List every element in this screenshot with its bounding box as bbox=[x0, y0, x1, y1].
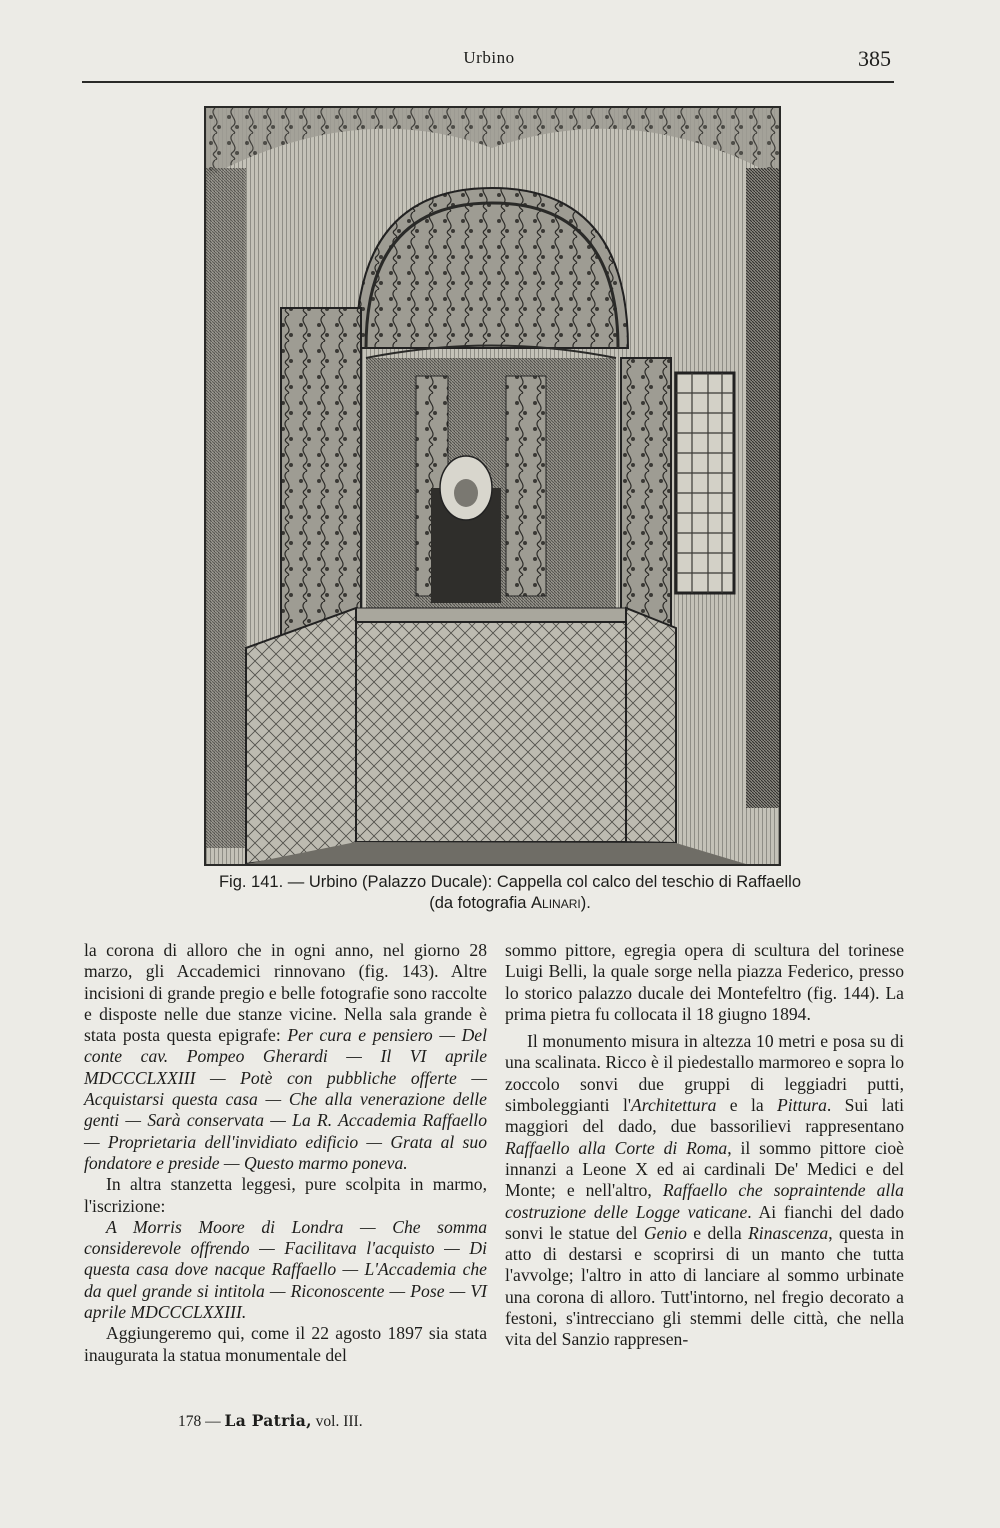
caption-suffix: ). bbox=[580, 894, 591, 912]
text-run: e della bbox=[686, 1222, 749, 1243]
volume-label: vol. III. bbox=[315, 1413, 363, 1430]
italic-pittura: Pittura bbox=[777, 1095, 827, 1116]
page-header bbox=[85, 42, 893, 82]
chapel-engraving-illustration bbox=[206, 108, 779, 864]
italic-architettura: Architettura bbox=[631, 1095, 717, 1116]
text-run: . Ai fianchi del dado sonvi le statue del bbox=[505, 1201, 904, 1243]
left-column bbox=[84, 940, 487, 1366]
signature-number: 178 — bbox=[178, 1413, 221, 1430]
caption-line-1: Fig. 141. — Urbino (Palazzo Ducale): Cappella col calco del teschio di Raffaello bbox=[218, 873, 802, 891]
figure-engraving bbox=[204, 106, 781, 866]
left-paragraph-2: In altra stanzetta leggesi, pure scolpita in marmo, l'iscrizione: bbox=[84, 1174, 487, 1216]
inscription-text bbox=[84, 1217, 487, 1323]
text-run: Il monumento misura in altezza 10 metri e posa su di una scalinata. Ricco è il piedestallo marmoreo e sopra lo zoccolo sonvi due gruppi di leggiadri putti, simboleggianti l' bbox=[505, 1031, 904, 1116]
text-run: . Sui lati maggiori del dado, due bassorilievi rappresentano bbox=[505, 1095, 904, 1137]
italic-raffaello-logge: Raffaello che sopraintende alla costruzione delle Logge vaticane bbox=[505, 1180, 904, 1222]
epigraph-text: Per cura e pensiero — Del conte cav. Pompeo Gherardi — Il VI aprile MDCCCLXXIII — Potè con pubbliche offerte — Acquistarsi questa casa — Che alla venerazione delle genti — Sarà conservata — La R. Accademia Raffaello — Proprietaria dell'invidiato edificio — Grata al suo fondatore e preside — Questo marmo poneva. bbox=[84, 1025, 487, 1173]
text-run: , questa in atto di destarsi e scoprirsi di un manto che tutta l'avvolge; l'altro in atto di lanciare al sommo urbinate una corona di alloro. Tutt'intorno, nel fregio decorato a festoni, s'intrecciano gli stemmi delle città, che nella vita del Sanzio rappresen- bbox=[505, 1222, 905, 1350]
italic-raffaello-roma: Raffaello alla Corte di Roma bbox=[505, 1137, 728, 1158]
italic-genio: Genio bbox=[643, 1222, 687, 1243]
right-column bbox=[505, 940, 904, 1351]
inscription-italic: A Morris Moore di Londra — Che somma considerevole offrendo — Facilitava l'acquisto — Di questa casa dove nacque Raffaello — L'Accademia che da quel grande si intitola — Riconoscente — Pose — VI aprile MDCCCLXXIII. bbox=[84, 1216, 487, 1323]
left-paragraph-4: Aggiungeremo qui, come il 22 agosto 1897 sia stata inaugurata la statua monumentale del bbox=[84, 1323, 487, 1365]
text-run: e la bbox=[716, 1095, 778, 1116]
left-paragraph-1 bbox=[84, 940, 487, 1174]
running-head: Urbino bbox=[463, 48, 515, 67]
caption-photo-credit: Alinari bbox=[531, 894, 581, 912]
page-footer bbox=[178, 1411, 363, 1431]
figure-caption bbox=[120, 872, 900, 914]
series-title: La Patria, bbox=[224, 1411, 312, 1430]
page-number: 385 bbox=[858, 46, 891, 71]
right-paragraph-1: sommo pittore, egregia opera di scultura del torinese Luigi Belli, la quale sorge nella piazza Federico, presso lo storico palazzo ducale dei Montefeltro (fig. 144). La prima pietra fu collocata il 18 giugno 1894. bbox=[505, 940, 904, 1024]
right-paragraph-2 bbox=[505, 1031, 904, 1350]
header-rule bbox=[82, 81, 894, 83]
text-run: , il sommo pittore cioè innanzi a Leone X ed ai cardinali De' Medici e del Monte; e nell'altro, bbox=[505, 1137, 904, 1201]
caption-line-2 bbox=[120, 893, 900, 914]
left-p1-text: la corona di alloro che in ogni anno, nel giorno 28 marzo, gli Accademici rinnovano (fig. 143). Altre incisioni di grande pregio e belle fotografie sono raccolte e disposte nelle due stanze vicine. Nella sala grande è stata posta questa epigrafe: bbox=[84, 940, 487, 1046]
caption-prefix: (da fotografia bbox=[429, 894, 532, 912]
italic-rinascenza: Rinascenza bbox=[748, 1222, 829, 1243]
